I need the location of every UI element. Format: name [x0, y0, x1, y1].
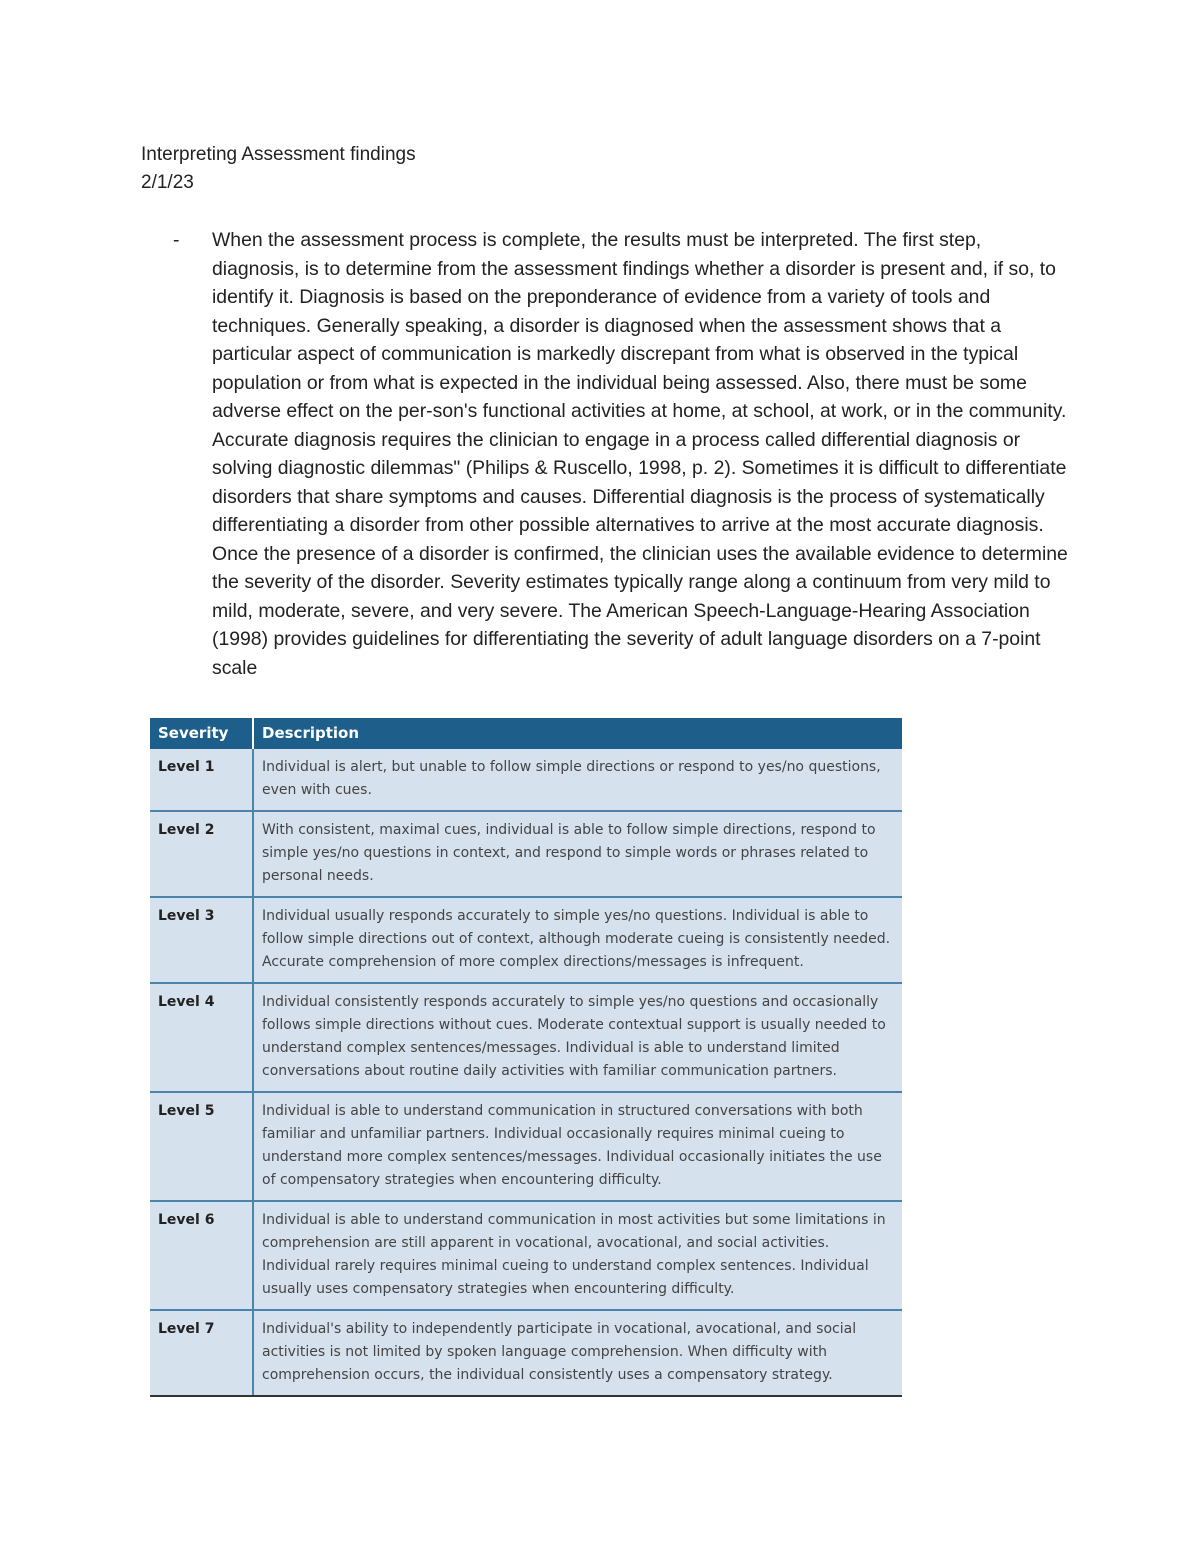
table-row: [150, 1201, 902, 1310]
severity-level: Level 3: [150, 897, 253, 983]
notes-list: [141, 226, 1071, 682]
table-row: [150, 897, 902, 983]
table-row: [150, 811, 902, 897]
severity-level: Level 7: [150, 1310, 253, 1396]
severity-description: Individual consistently responds accurately to simple yes/no questions and occasionally follows simple directions without cues. Moderate contextual support is usually needed to understand complex sentences/messages. Individual is able to understand limited conversations about routine daily activities with familiar communication partners.: [253, 983, 902, 1092]
severity-level: Level 6: [150, 1201, 253, 1310]
severity-description: Individual is alert, but unable to follow simple directions or respond to yes/no questions, even with cues.: [253, 749, 902, 811]
table-row: [150, 983, 902, 1092]
severity-description: Individual is able to understand communication in most activities but some limitations in comprehension are still apparent in vocational, avocational, and social activities. Individual rarely requires minimal cueing to understand complex sentences. Individual usually uses compensatory strategies when encountering difficulty.: [253, 1201, 902, 1310]
severity-level: Level 1: [150, 749, 253, 811]
table-row: [150, 749, 902, 811]
column-header-severity: Severity: [150, 718, 253, 749]
column-header-description: Description: [253, 718, 902, 749]
severity-level: Level 2: [150, 811, 253, 897]
table-row: [150, 1310, 902, 1396]
page-title: Interpreting Assessment findings: [141, 144, 416, 165]
page-date: 2/1/23: [141, 172, 194, 193]
severity-table: [150, 718, 902, 1397]
severity-description: With consistent, maximal cues, individual is able to follow simple directions, respond to simple yes/no questions in context, and respond to simple words or phrases related to personal needs.: [253, 811, 902, 897]
severity-description: Individual usually responds accurately to simple yes/no questions. Individual is able to follow simple directions out of context, although moderate cueing is consistently needed. Accurate comprehension of more complex directions/messages is infrequent.: [253, 897, 902, 983]
bullet-marker: -: [173, 229, 180, 251]
notes-paragraph: When the assessment process is complete, the results must be interpreted. The first step, diagnosis, is to determine from the assessment findings whether a disorder is present and, if so, to identify it. Diagnosis is based on the preponderance of evidence from a variety of tools and techniques. Generally speaking, a disorder is diagnosed when the assessment shows that a particular aspect of communication is markedly discrepant from what is observed in the typical population or from what is expected in the individual being assessed. Also, there must be some adverse effect on the per-son's functional activities at home, at school, at work, or in the community. Accurate diagnosis requires the clinician to engage in a process called differential diagnosis or solving diagnostic dilemmas" (Philips & Ruscello, 1998, p. 2). Sometimes it is difficult to differentiate disorders that share symptoms and causes. Differential diagnosis is the process of systematically differentiating a disorder from other possible alternatives to arrive at the most accurate diagnosis. Once the presence of a disorder is confirmed, the clinician uses the available evidence to determine the severity of the disorder. Severity estimates typically range along a continuum from very mild to mild, moderate, severe, and very severe. The American Speech-Language-Hearing Association (1998) provides guidelines for differentiating the severity of adult language disorders on a 7-point scale: [212, 229, 1068, 679]
table-row: [150, 1092, 902, 1201]
severity-description: Individual is able to understand communication in structured conversations with both familiar and unfamiliar partners. Individual occasionally requires minimal cueing to understand more complex sentences/messages. Individual occasionally initiates the use of compensatory strategies when encountering difficulty.: [253, 1092, 902, 1201]
list-item: [141, 226, 1071, 682]
severity-description: Individual's ability to independently participate in vocational, avocational, and social activities is not limited by spoken language comprehension. When difficulty with comprehension occurs, the individual consistently uses a compensatory strategy.: [253, 1310, 902, 1396]
table-header-row: [150, 718, 902, 749]
severity-level: Level 5: [150, 1092, 253, 1201]
severity-level: Level 4: [150, 983, 253, 1092]
